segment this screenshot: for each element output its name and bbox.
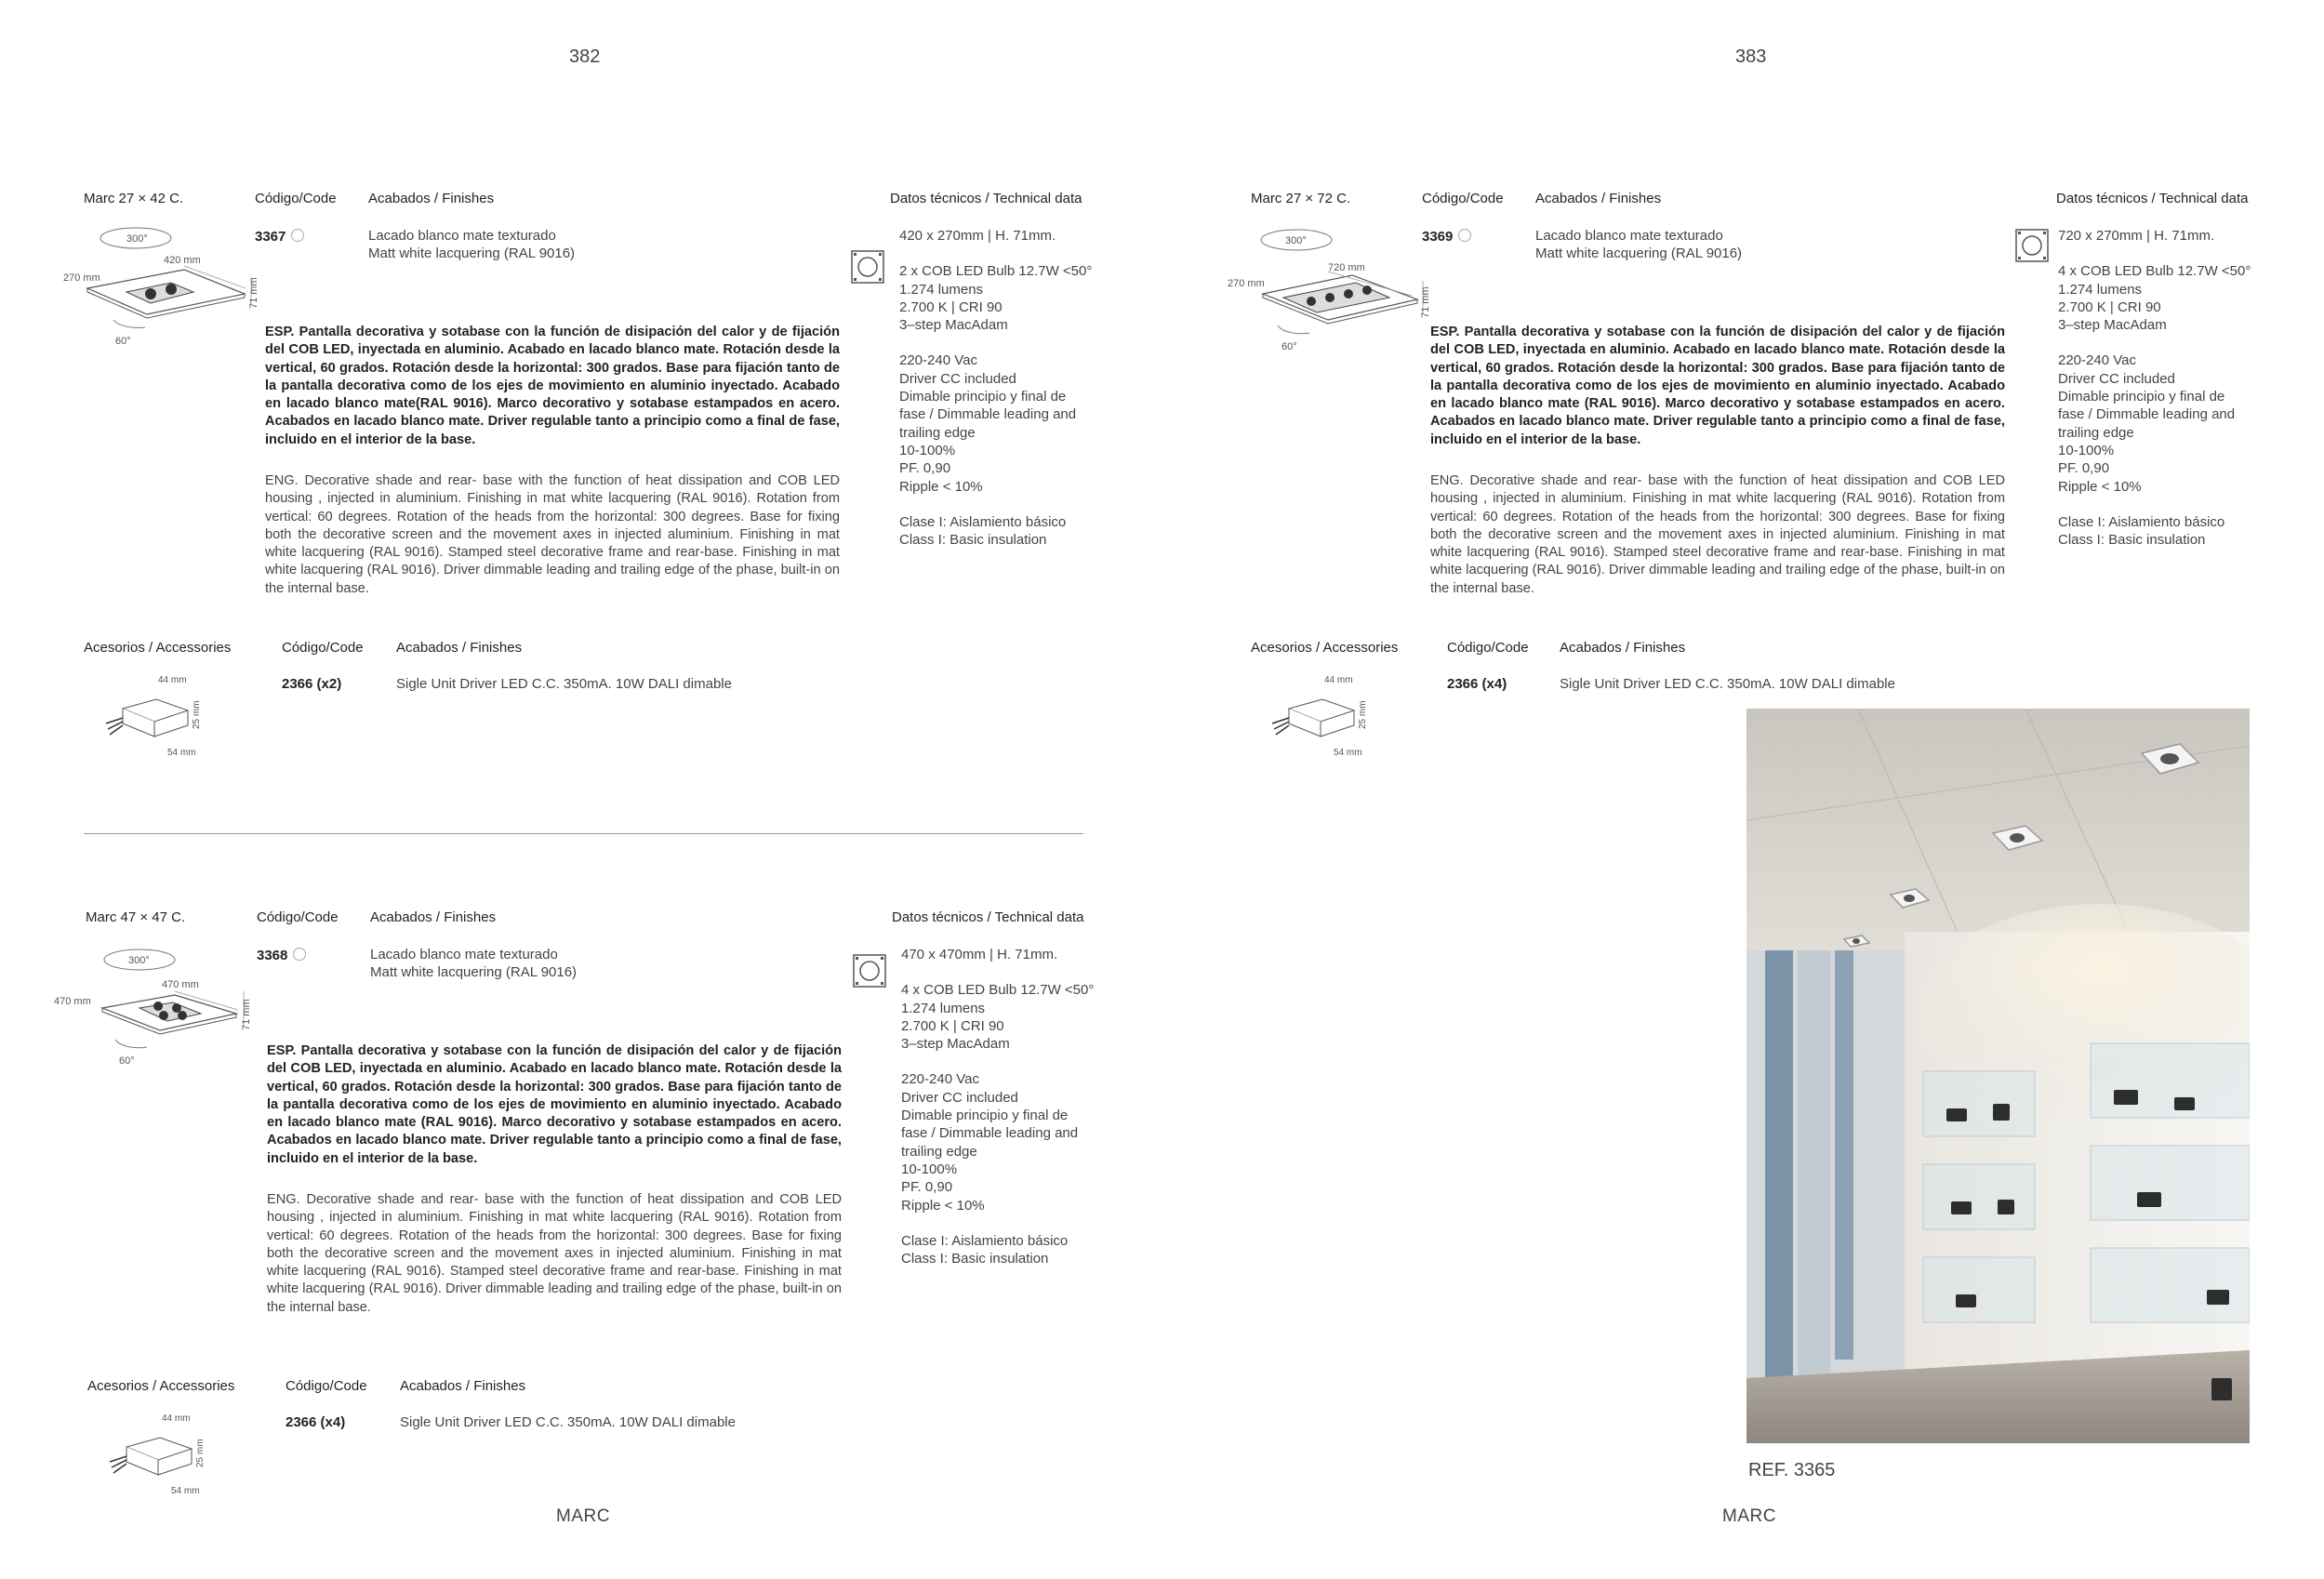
accessory-finishes-header: Acabados / Finishes <box>396 640 523 656</box>
product-drawing-icon <box>54 941 268 1071</box>
code-header: Código/Code <box>257 909 339 925</box>
dim-tilt: 60° <box>115 336 131 347</box>
finish-es: Lacado blanco mate texturado <box>370 947 558 962</box>
finish-text <box>368 227 575 262</box>
driver-drawing-icon <box>102 671 214 764</box>
recessed-square-icon <box>850 249 885 285</box>
svg-text:470 mm: 470 mm <box>54 996 91 1007</box>
finish-en: Matt white lacquering (RAL 9016) <box>1535 245 1743 261</box>
svg-text:44 mm: 44 mm <box>162 1413 191 1424</box>
code-header: Código/Code <box>1422 191 1504 206</box>
white-finish-swatch-icon <box>1458 229 1471 242</box>
accessory-code-header: Código/Code <box>286 1378 367 1394</box>
svg-text:71 mm: 71 mm <box>241 999 252 1030</box>
page-number-left: 382 <box>569 46 601 67</box>
recessed-square-icon <box>852 953 887 989</box>
technical-data: 720 x 270mm | H. 71mm. 4 x COB LED Bulb 12.7W <50° 1.274 lumens 2.700 K | CRI 90 3–step MacAdam 220-240 Vac Driver CC included Dimable principio y final de fase / Dimmable leading and trailing edge 10-100% PF. 0,90 Ripple < 10% Clase I: Aislamiento básico Class I: Basic insulation <box>2058 228 2251 549</box>
accessory-finishes-header: Acabados / Finishes <box>1560 640 1686 656</box>
svg-text:720 mm: 720 mm <box>1328 262 1365 273</box>
svg-text:470 mm: 470 mm <box>162 979 199 990</box>
dim-rotation: 300° <box>126 233 148 245</box>
product-code: 3367 <box>255 229 304 245</box>
svg-text:300°: 300° <box>128 955 150 966</box>
svg-text:25 mm: 25 mm <box>192 700 202 729</box>
description-eng: ENG. Decorative shade and rear- base with the function of heat dissipation and COB LED housing , injected in aluminium. Finishing in mat white lacquering (RAL 9016). Rotation from vertical: 60 degrees. Rotation of the heads from the horizontal: 300 degrees. Base for fixing both the decorative screen and the movement axes in injected aluminium. Finishing in mat white lacquering (RAL 9016). Stamped steel decorative frame and rear-base. Finishing in mat white lacquering (RAL 9016). Driver dimmable leading and trailing edge of the phase, built-in on the internal base. <box>1430 473 2005 596</box>
product-code: 3369 <box>1422 229 1471 245</box>
product-name: Marc 47 × 47 C. <box>86 909 186 925</box>
technical-data: 420 x 270mm | H. 71mm. 2 x COB LED Bulb 12.7W <50° 1.274 lumens 2.700 K | CRI 90 3–step MacAdam 220-240 Vac Driver CC included Dimable principio y final de fase / Dimmable leading and trailing edge 10-100% PF. 0,90 Ripple < 10% Clase I: Aislamiento básico Class I: Basic insulation <box>899 228 1093 549</box>
product-drawing-icon <box>54 223 268 353</box>
dim-length: 420 mm <box>164 255 201 266</box>
page-number-right: 383 <box>1735 46 1767 67</box>
svg-text:60°: 60° <box>1282 341 1297 352</box>
finish-text <box>1535 227 1742 262</box>
finishes-header: Acabados / Finishes <box>370 909 497 925</box>
finish-es: Lacado blanco mate texturado <box>1535 228 1723 244</box>
description-esp: ESP. Pantalla decorativa y sotabase con la función de disipación del calor y de fijación del COB LED, inyectada en aluminio. Acabado en lacado blanco mate. Rotación desde la vertical, 60 grados. Rotación desde la horizontal: 300 grados. Base para fijación tanto de la pantalla decorativa como de los ejes de movimiento en aluminio inyectado. Acabado en lacado blanco mate(RAL 9016). Marco decorativo y sotabase estampados en acero. Acabados en lacado blanco mate. Driver regulable tanto a principio como a final de fase, incluido en el interior de la base. <box>265 325 840 447</box>
product-drawing-icon <box>1226 223 1440 353</box>
svg-text:44 mm: 44 mm <box>158 675 187 685</box>
svg-text:270 mm: 270 mm <box>1228 278 1265 289</box>
svg-text:60°: 60° <box>119 1055 135 1067</box>
footer-left-title: MARC <box>556 1506 610 1526</box>
accessory-description: Sigle Unit Driver LED C.C. 350mA. 10W DALI dimable <box>1560 676 1895 692</box>
accessory-finishes-header: Acabados / Finishes <box>400 1378 526 1394</box>
description-esp: ESP. Pantalla decorativa y sotabase con la función de disipación del calor y de fijación del COB LED, inyectada en aluminio. Acabado en lacado blanco mate. Rotación desde la vertical, 60 grados. Rotación desde la horizontal: 300 grados. Base para fijación tanto de la pantalla decorativa como de los ejes de movimiento en aluminio inyectado. Acabado en lacado blanco mate (RAL 9016). Marco decorativo y sotabase estampados en acero. Acabados en lacado blanco mate. Driver regulable tanto a principio como a final de fase, incluido en el interior de la base. <box>267 1043 842 1166</box>
white-finish-swatch-icon <box>291 229 304 242</box>
accessory-code: 2366 (x2) <box>282 676 342 692</box>
code-header: Código/Code <box>255 191 337 206</box>
accessory-code-header: Código/Code <box>1447 640 1529 656</box>
svg-text:54 mm: 54 mm <box>1334 748 1362 758</box>
dim-width: 270 mm <box>63 272 100 284</box>
white-finish-swatch-icon <box>293 948 306 961</box>
svg-text:54 mm: 54 mm <box>171 1486 200 1496</box>
driver-drawing-icon <box>106 1410 218 1503</box>
recessed-square-icon <box>2014 228 2050 263</box>
finish-en: Matt white lacquering (RAL 9016) <box>368 245 576 261</box>
section-divider <box>84 833 1083 834</box>
svg-text:25 mm: 25 mm <box>1358 700 1368 729</box>
technical-data-header: Datos técnicos / Technical data <box>2056 191 2249 206</box>
accessory-description: Sigle Unit Driver LED C.C. 350mA. 10W DALI dimable <box>400 1414 736 1430</box>
svg-text:44 mm: 44 mm <box>1324 675 1353 685</box>
footer-right-title: MARC <box>1722 1506 1776 1526</box>
photo-caption: REF. 3365 <box>1748 1460 1836 1480</box>
finishes-header: Acabados / Finishes <box>1535 191 1662 206</box>
finishes-header: Acabados / Finishes <box>368 191 495 206</box>
accessories-header: Acesorios / Accessories <box>84 640 232 656</box>
finish-es: Lacado blanco mate texturado <box>368 228 556 244</box>
description-eng: ENG. Decorative shade and rear- base with the function of heat dissipation and COB LED housing , injected in aluminium. Finishing in mat white lacquering (RAL 9016). Rotation from vertical: 60 degrees. Rotation of the heads from the horizontal: 300 degrees. Base for fixing both the decorative screen and the movement axes in injected aluminium. Finishing in mat white lacquering (RAL 9016). Stamped steel decorative frame and rear-base. Finishing in mat white lacquering (RAL 9016). Driver dimmable leading and trailing edge of the phase, built-in on the internal base. <box>267 1192 842 1315</box>
accessory-code: 2366 (x4) <box>1447 676 1507 692</box>
svg-text:25 mm: 25 mm <box>195 1439 206 1467</box>
product-name: Marc 27 × 42 C. <box>84 191 184 206</box>
dim-height: 71 mm <box>248 277 259 309</box>
installation-photo <box>1746 709 2250 1443</box>
svg-text:54 mm: 54 mm <box>167 748 196 758</box>
accessory-description: Sigle Unit Driver LED C.C. 350mA. 10W DALI dimable <box>396 676 732 692</box>
product-code: 3368 <box>257 948 306 963</box>
accessories-header: Acesorios / Accessories <box>1251 640 1399 656</box>
finish-en: Matt white lacquering (RAL 9016) <box>370 964 578 980</box>
accessory-code-header: Código/Code <box>282 640 364 656</box>
driver-drawing-icon <box>1268 671 1380 764</box>
description-esp: ESP. Pantalla decorativa y sotabase con la función de disipación del calor y de fijación del COB LED, inyectada en aluminio. Acabado en lacado blanco mate. Rotación desde la vertical, 60 grados. Rotación desde la horizontal: 300 grados. Base para fijación tanto de la pantalla decorativa como de los ejes de movimiento en aluminio inyectado. Acabado en lacado blanco mate (RAL 9016). Marco decorativo y sotabase estampados en acero. Acabados en lacado blanco mate. Driver regulable tanto a principio como a final de fase, incluido en el interior de la base. <box>1430 325 2005 447</box>
showroom-photo-illustration <box>1746 709 2250 1443</box>
technical-data-header: Datos técnicos / Technical data <box>892 909 1084 925</box>
technical-data-header: Datos técnicos / Technical data <box>890 191 1082 206</box>
finish-text <box>370 946 577 981</box>
technical-data: 470 x 470mm | H. 71mm. 4 x COB LED Bulb 12.7W <50° 1.274 lumens 2.700 K | CRI 90 3–step MacAdam 220-240 Vac Driver CC included Dimable principio y final de fase / Dimmable leading and trailing edge 10-100% PF. 0,90 Ripple < 10% Clase I: Aislamiento básico Class I: Basic insulation <box>901 947 1095 1267</box>
accessories-header: Acesorios / Accessories <box>87 1378 235 1394</box>
svg-text:300°: 300° <box>1285 235 1307 246</box>
product-name: Marc 27 × 72 C. <box>1251 191 1351 206</box>
description-eng: ENG. Decorative shade and rear- base with the function of heat dissipation and COB LED housing , injected in aluminium. Finishing in mat white lacquering (RAL 9016). Rotation from vertical: 60 degrees. Rotation of the heads from the horizontal: 300 degrees. Base for fixing both the decorative screen and the movement axes in injected aluminium. Finishing in mat white lacquering (RAL 9016). Stamped steel decorative frame and rear-base. Finishing in mat white lacquering (RAL 9016). Driver dimmable leading and trailing edge of the phase, built-in on the internal base. <box>265 473 840 596</box>
svg-text:71 mm: 71 mm <box>1420 286 1431 318</box>
accessory-code: 2366 (x4) <box>286 1414 346 1430</box>
